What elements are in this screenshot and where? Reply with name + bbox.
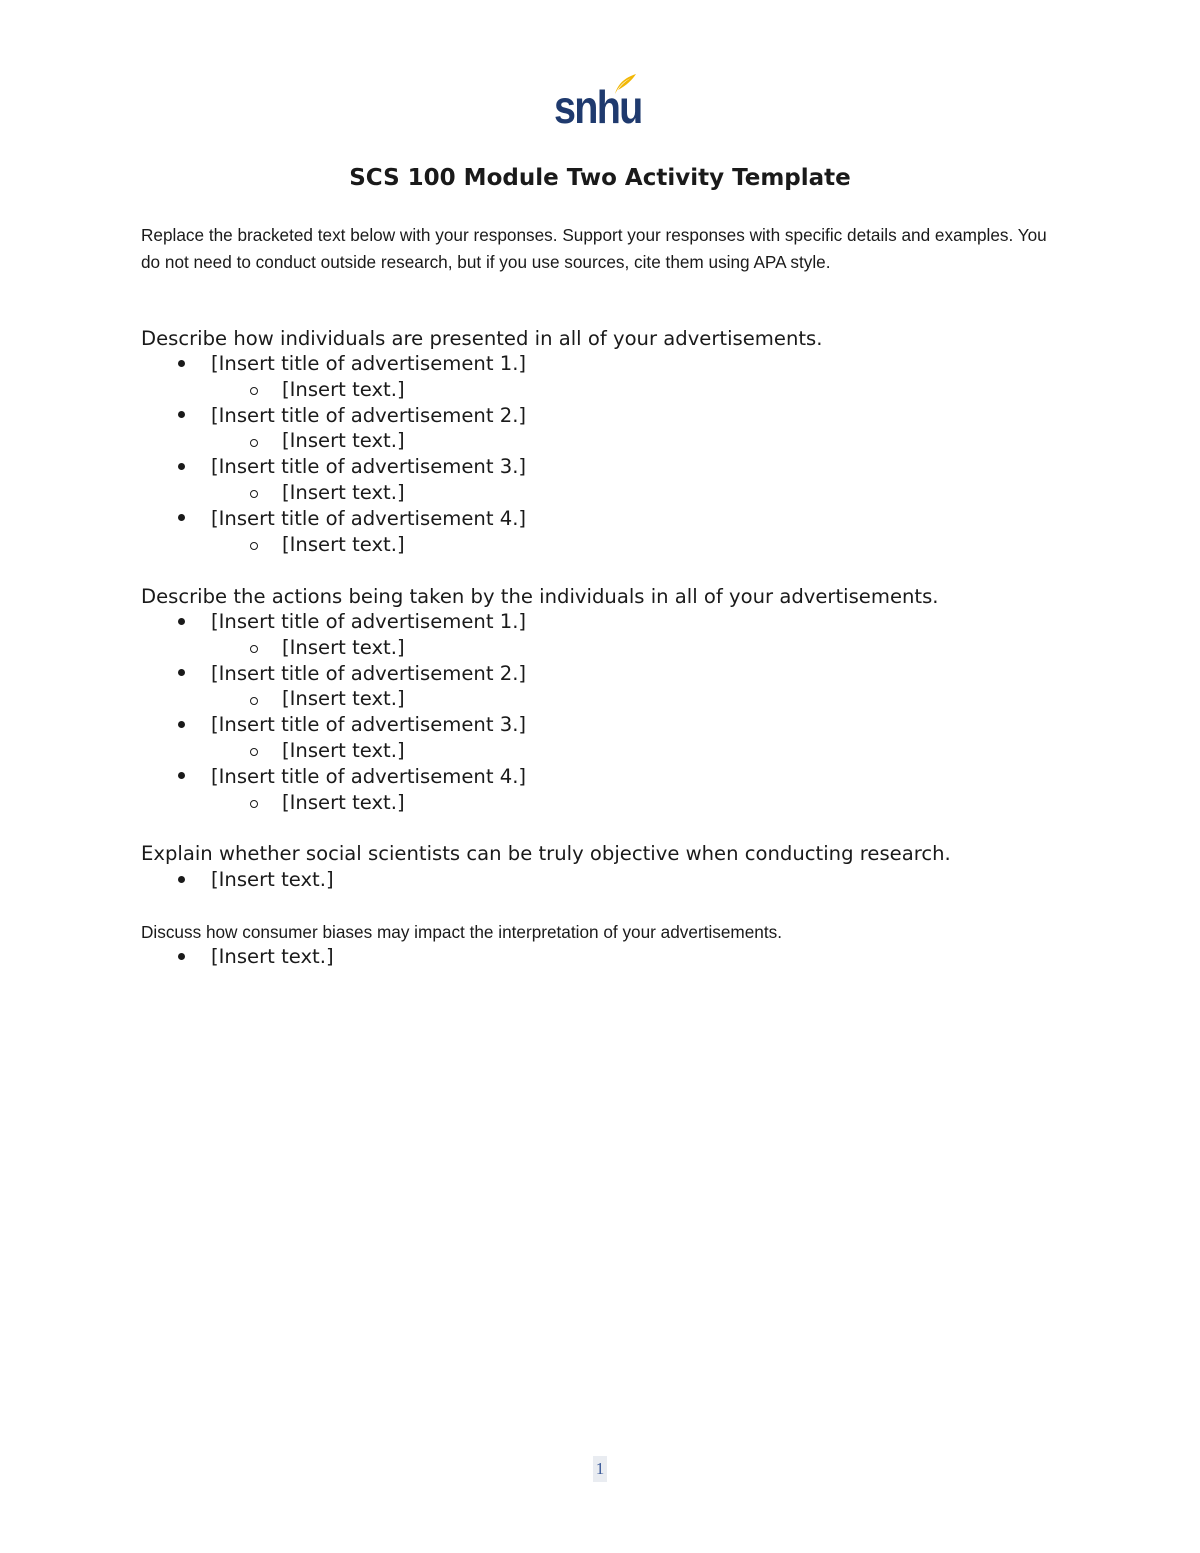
list-item — [0, 867, 1200, 893]
page-number: 1 — [593, 1456, 607, 1482]
list-item — [0, 790, 1200, 816]
bullet-icon — [174, 351, 188, 377]
sub-bullet-icon — [247, 686, 261, 712]
list-item — [0, 506, 1200, 532]
list-item — [0, 428, 1200, 454]
bullet-icon — [174, 712, 188, 738]
section-prompt-4: Discuss how consumer biases may impact the interpretation of your advertisements. — [141, 922, 782, 942]
bullet-icon — [174, 609, 188, 635]
text-placeholder: [Insert text.] — [282, 635, 405, 659]
section-prompt-1: Describe how individuals are presented in all of your advertisements. — [141, 327, 823, 350]
text-placeholder: [Insert text.] — [282, 790, 405, 814]
sub-bullet-icon — [247, 738, 261, 764]
section-list-4 — [0, 944, 1200, 970]
list-item — [0, 686, 1200, 712]
bullet-icon — [174, 454, 188, 480]
section-list-2 — [0, 609, 1200, 815]
logo-wordmark: snhu — [554, 81, 642, 133]
text-placeholder: [Insert text.] — [282, 738, 405, 762]
list-item — [0, 609, 1200, 635]
sub-bullet-icon — [247, 480, 261, 506]
text-placeholder: [Insert text.] — [282, 377, 405, 401]
text-placeholder: [Insert text.] — [211, 868, 334, 891]
section-list-3 — [0, 867, 1200, 893]
list-item — [0, 738, 1200, 764]
sub-bullet-icon — [247, 790, 261, 816]
ad-title-placeholder: [Insert title of advertisement 4.] — [211, 764, 527, 788]
list-item — [0, 944, 1200, 970]
ad-title-placeholder: [Insert title of advertisement 3.] — [211, 713, 527, 737]
text-placeholder: [Insert text.] — [282, 532, 405, 556]
ad-title-placeholder: [Insert title of advertisement 2.] — [211, 403, 527, 427]
text-placeholder: [Insert text.] — [282, 480, 405, 504]
document-title: SCS 100 Module Two Activity Template — [349, 165, 851, 191]
ad-title-placeholder: [Insert title of advertisement 1.] — [211, 610, 527, 633]
section-list-1 — [0, 351, 1200, 557]
list-item — [0, 480, 1200, 506]
ad-title-placeholder: [Insert title of advertisement 4.] — [211, 506, 527, 530]
sub-bullet-icon — [247, 377, 261, 403]
bullet-icon — [174, 867, 188, 893]
section-prompt-3: Explain whether social scientists can be truly objective when conducting research. — [141, 842, 951, 865]
list-item — [0, 377, 1200, 403]
list-item — [0, 635, 1200, 661]
text-placeholder: [Insert text.] — [211, 945, 334, 968]
sub-bullet-icon — [247, 428, 261, 454]
ad-title-placeholder: [Insert title of advertisement 1.] — [211, 352, 527, 375]
instructions-paragraph: Replace the bracketed text below with your responses. Support your responses with specific details and examples. You do not need to conduct outside research, but if you use sources, cite them using APA style. — [141, 225, 1047, 272]
bullet-icon — [174, 764, 188, 790]
bullet-icon — [174, 403, 188, 429]
text-placeholder: [Insert text.] — [282, 687, 405, 711]
list-item — [0, 532, 1200, 558]
list-item — [0, 764, 1200, 790]
list-item — [0, 351, 1200, 377]
ad-title-placeholder: [Insert title of advertisement 3.] — [211, 455, 527, 479]
text-placeholder: [Insert text.] — [282, 429, 405, 453]
list-item — [0, 712, 1200, 738]
list-item — [0, 454, 1200, 480]
bullet-icon — [174, 944, 188, 970]
snhu-logo — [554, 72, 640, 134]
sub-bullet-icon — [247, 635, 261, 661]
bullet-icon — [174, 506, 188, 532]
ad-title-placeholder: [Insert title of advertisement 2.] — [211, 661, 527, 685]
section-prompt-2: Describe the actions being taken by the individuals in all of your advertisements. — [141, 585, 939, 608]
list-item — [0, 403, 1200, 429]
sub-bullet-icon — [247, 532, 261, 558]
bullet-icon — [174, 661, 188, 687]
list-item — [0, 661, 1200, 687]
